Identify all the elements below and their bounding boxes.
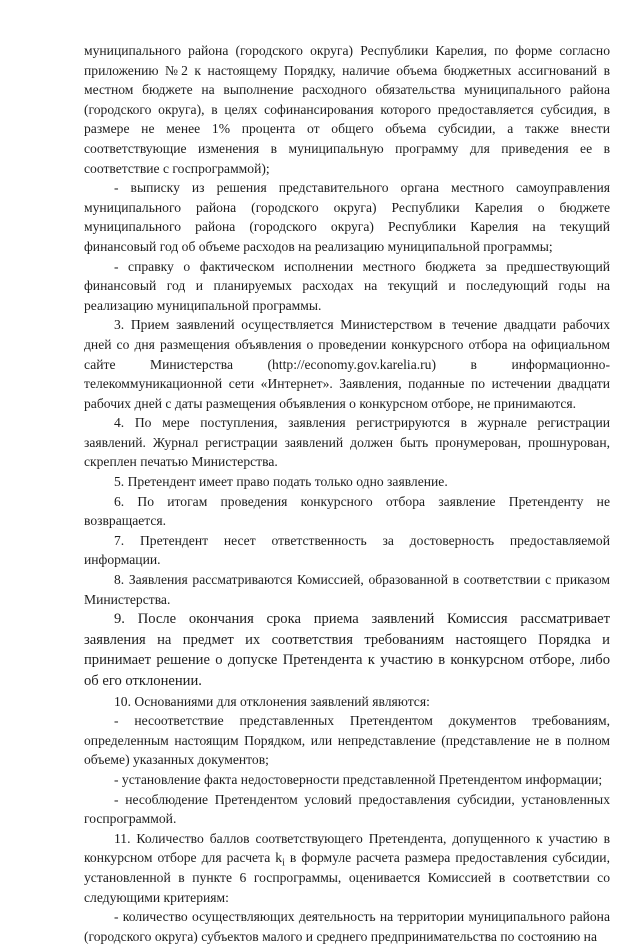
paragraph-15-tail: в формуле расчета размера предоставления субсидии, установленной в пункте 6 госпрограммы, оценивается Комиссией в соответствии со следующими критериям: xyxy=(84,850,610,905)
paragraph-5: 4. По мере поступления, заявления регистрируются в журнале регистрации заявлений. Журнал регистрации заявлений должен быть пронумерован, прошнурован, скреплен печатью Министерства. xyxy=(84,415,610,470)
paragraph-9: 8. Заявления рассматриваются Комиссией, образованной в соответствии с приказом Министерства. xyxy=(84,572,610,607)
paragraph-10: 9. После окончания срока приема заявлений Комиссия рассматривает заявления на предмет их соответствия требованиям настоящего Порядка и принимает решение о допуске Претендента к участию в конкурсном отборе, либо об его отклонении. xyxy=(84,611,610,689)
paragraph-6: 5. Претендент имеет право подать только одно заявление. xyxy=(114,474,448,490)
paragraph-15-text: 11. Количество баллов соответствующего Претендента, допущенного к участию в конкурсном отборе для расчета k xyxy=(84,830,610,866)
paragraph-8: 7. Претендент несет ответственность за достоверность предоставляемой информации. xyxy=(84,532,610,568)
paragraph-2: - выписку из решения представительного органа местного самоуправления муниципального района (городского округа) Республики Карелия о бюджете муниципального района (городского округа) Республики Карелия на текущий финансовый год об объеме расходов на реализацию муниципальной программы; xyxy=(84,180,610,254)
paragraph-13: - установление факта недостоверности представленной Претендентом информации; xyxy=(114,771,603,787)
paragraph-1: муниципального района (городского округа) Республики Карелия, по форме согласно приложению №2 к настоящему Порядку, наличие объема бюджетных ассигнований в местном бюджете на выполнение расходного обязательства муниципального района (городского округа), в целях софинансирования которого предоставляется субсидия, в размере не менее 1% процента от общего объема субсидии, а также внести соответствующие изменения в муниципальную программу для приведения ее в соответствие с госпрограммой); xyxy=(84,43,610,176)
paragraph-7: 6. По итогам проведения конкурсного отбора заявление Претенденту не возвращается. xyxy=(84,493,610,529)
paragraph-15 xyxy=(84,829,610,907)
paragraph-14: - несоблюдение Претендентом условий предоставления субсидии, установленных госпрограммой. xyxy=(84,791,610,827)
paragraph-16: - количество осуществляющих деятельность на территории муниципального района (городского округа) субъектов малого и среднего предпринимательства по состоянию на xyxy=(84,909,610,944)
paragraph-3: - справку о фактическом исполнении местного бюджета за предшествующий финансовый год и планируемых расходах на текущий и последующий годы на реализацию муниципальной программы. xyxy=(84,258,610,313)
paragraph-4: 3. Прием заявлений осуществляется Министерством в течение двадцати рабочих дней со дня размещения объявления о проведении конкурсного отбора на официальном сайте Министерства (http://economy.gov.karelia.ru) в информационно-телекоммуникационной сети «Интернет». Заявления, поданные по истечении двадцати рабочих дней с даты размещения объявления о конкурсном отборе, не принимаются. xyxy=(84,317,610,411)
paragraph-12: - несоответствие представленных Претендентом документов требованиям, определенным настоящим Порядком, или непредставление (представление не в полном объеме) указанных документов; xyxy=(84,713,610,768)
subscript-i: i xyxy=(282,858,285,870)
paragraph-11: 10. Основаниями для отклонения заявлений являются: xyxy=(114,693,430,709)
